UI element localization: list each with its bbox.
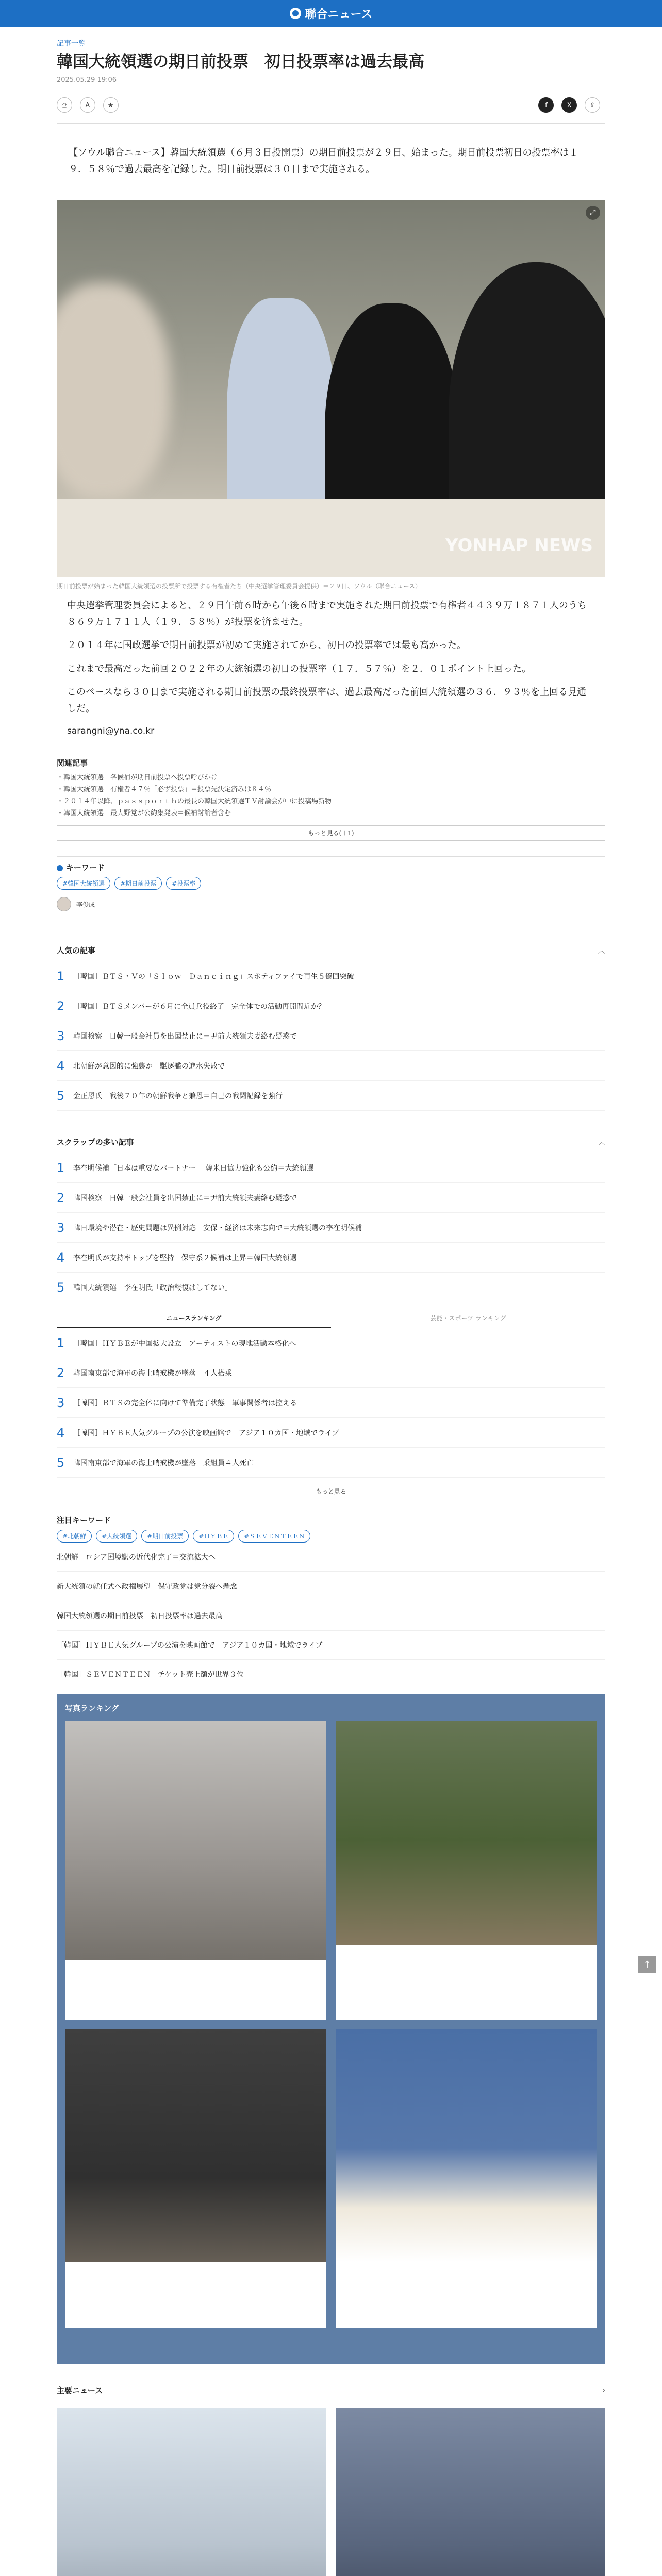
keyword-heading: [57, 862, 605, 873]
item-text: 韓日環境や潜在・歴史問題は異例対応 安保・経済は未来志向で＝大統領選の李在明候補: [73, 1224, 362, 1232]
list-item[interactable]: 5 韓国大統領選 李在明氏「政治報復はしてない」: [57, 1273, 605, 1302]
photo-ranking: [57, 1694, 605, 2364]
paragraph: 中央選挙管理委員会によると、２９日午前６時から午後６時まで実施された期日前投票で有権者４４３９万１８７１人のうち８６９万１７１１人（１９．５８％）が投票を済ませた。: [67, 600, 587, 628]
keyword-heading-text: キーワード: [66, 863, 105, 873]
popular-box: [57, 940, 605, 1111]
chevron-up-icon[interactable]: ︿: [598, 946, 605, 955]
related-heading: 関連記事: [57, 758, 88, 768]
photo-watermark: YONHAP NEWS: [445, 535, 593, 556]
list-item[interactable]: 1 ［韓国］ＢＴＳ・Ｖの「Ｓｌｏｗ Ｄａｎｃｉｎｇ」スポティファイで再生５億回突破: [57, 961, 605, 991]
photo-tile[interactable]: [65, 2029, 326, 2328]
main-news: [57, 2380, 605, 2576]
news-card[interactable]: [336, 2408, 605, 2576]
related-more-button[interactable]: もっと見る(＋1): [57, 825, 605, 841]
logo-text: 聯合ニュース: [305, 8, 373, 21]
main-photo[interactable]: [57, 200, 605, 577]
item-text: 金正恩氏 戦後７０年の朝鮮戦争と兼恩＝自己の戦闘記録を強行: [73, 1092, 283, 1100]
ranking-tabs: [57, 1310, 605, 1328]
paragraph: このペースなら３０日まで実施される期日前投票の最終投票率は、過去最高だった前回大統領選の３６．９３％を上回る見通しだ。: [67, 687, 587, 714]
scroll-top-button[interactable]: ↑: [638, 1956, 656, 1973]
top-bar: [0, 0, 662, 27]
article-date: 2025.05.29 19:06: [57, 76, 117, 84]
scrap-box: [57, 1131, 605, 1499]
chevron-right-icon[interactable]: ›: [602, 2386, 605, 2395]
tab-entertainment-ranking[interactable]: 芸能・スポーツ ランキング: [430, 1315, 506, 1323]
list-item[interactable]: 2 韓国南東部で海軍の海上哨戒機が墜落 ４人搭乗: [57, 1358, 605, 1388]
trending-tag[interactable]: #期日前投票: [141, 1530, 189, 1543]
reporter-email: sarangni@yna.co.kr: [67, 726, 155, 737]
scrap-heading: スクラップの多い記事: [57, 1138, 134, 1147]
site-logo[interactable]: [290, 6, 373, 22]
font-size-icon[interactable]: A: [80, 97, 95, 113]
trending-tag[interactable]: #ＳＥＶＥＮＴＥＥＮ: [238, 1530, 310, 1543]
x-icon[interactable]: X: [561, 97, 577, 113]
item-text: 韓国検察 日韓一般会社員を出国禁止に＝尹前大統領夫妻絡む疑惑で: [73, 1032, 297, 1041]
related-link[interactable]: ・韓国大統領選 最大野党が公約集発表＝候補討論者含む: [57, 809, 231, 817]
paragraph: ２０１４年に国政選挙で期日前投票が初めて実施されてから、初日の投票率では最も高かった。: [67, 640, 466, 651]
list-item[interactable]: 5 金正恩氏 戦後７０年の朝鮮戦争と兼恩＝自己の戦闘記録を強行: [57, 1081, 605, 1111]
item-text: 韓国南東部で海軍の海上哨戒機が墜落 乗組員４人死亡: [73, 1459, 254, 1467]
page-title: 韓国大統領選の期日前投票 初日投票率は過去最高: [57, 53, 424, 71]
photo-tile[interactable]: [336, 2029, 597, 2328]
list-item[interactable]: 4 李在明氏が支持率トップを堅持 保守系２候補は上昇＝韓国大統領選: [57, 1243, 605, 1273]
item-text: ［韓国］ＨＹＢＥ人気グループの公演を映画館で アジア１０カ国・地域でライブ: [73, 1429, 339, 1437]
ranking-more-button[interactable]: もっと見る: [57, 1484, 605, 1499]
item-text: 北朝鮮が意図的に強襲か 駆逐艦の進水失敗で: [73, 1062, 225, 1071]
keyword-tag[interactable]: #韓国大統領選: [57, 877, 110, 890]
list-item[interactable]: 2 韓国検察 日韓一般会社員を出国禁止に＝尹前大統領夫妻絡む疑惑で: [57, 1183, 605, 1213]
trending-box: [57, 1515, 605, 1689]
photo-caption: 韓国で「悠悠ラーメン」発売: [340, 2316, 427, 2324]
item-text: 韓国検察 日韓一般会社員を出国禁止に＝尹前大統領夫妻絡む疑惑で: [73, 1194, 297, 1202]
item-text: ［韓国］ＨＹＢＥが中国拡大設立 アーティストの現地活動本格化へ: [73, 1339, 296, 1348]
paragraph: これまで最高だった前回２０２２年の大統領選の初日の投票率（１７．５７％）を２．０１ポイント上回った。: [67, 663, 531, 674]
reporter-name: 李俊成: [76, 901, 95, 908]
related-link[interactable]: ・韓国大統領選 各候補が期日前投票へ投票呼びかけ: [57, 774, 218, 782]
list-item[interactable]: 5 韓国南東部で海軍の海上哨戒機が墜落 乗組員４人死亡: [57, 1448, 605, 1478]
list-item[interactable]: 2 ［韓国］ＢＴＳメンバーが６月に全員兵役終了 完全体での活動再開間近か？: [57, 991, 605, 1021]
print-icon[interactable]: ⎙: [57, 97, 72, 113]
zoom-icon[interactable]: ⤢: [586, 206, 600, 220]
share-icon[interactable]: ⇪: [585, 97, 600, 113]
photo-tile[interactable]: [65, 1721, 326, 2020]
tab-news-ranking[interactable]: ニュースランキング: [57, 1310, 331, 1328]
list-item[interactable]: 1 李在明候補「日本は重要なパートナー」 韓米日協力強化も公約＝大統領選: [57, 1153, 605, 1183]
related-link[interactable]: ・２０１４年以降、ｐａｓｓｐｏｒｔｈの最長の韓国大統領選ＴＶ討論会が中に投稿場新物: [57, 797, 332, 805]
news-card[interactable]: [57, 2408, 326, 2576]
list-item[interactable]: ［韓国］ＨＹＢＥ人気グループの公演を映画館で アジア１０カ国・地域でライブ: [57, 1631, 605, 1660]
item-text: 李在明候補「日本は重要なパートナー」 韓米日協力強化も公約＝大統領選: [73, 1164, 314, 1173]
list-item[interactable]: 4 ［韓国］ＨＹＢＥ人気グループの公演を映画館で アジア１０カ国・地域でライブ: [57, 1418, 605, 1448]
photo-ranking-heading: 写真ランキング: [65, 1704, 119, 1714]
photo-caption: 期日前投票が始まった韓国大統領選の投票所で投票する有権者たち（中央選挙管理委員会提供）＝２９日、ソウル（聯合ニュース）: [57, 583, 422, 590]
news-image: [336, 2408, 605, 2576]
list-item[interactable]: 韓国大統領選の期日前投票 初日投票率は過去最高: [57, 1601, 605, 1631]
breadcrumb[interactable]: 記事一覧: [57, 40, 86, 48]
facebook-icon[interactable]: f: [538, 97, 554, 113]
article-wrap: [0, 38, 662, 2576]
item-text: ［韓国］ＢＴＳメンバーが６月に全員兵役終了 完全体での活動再開間近か？: [73, 1002, 326, 1011]
item-text: 韓国南東部で海軍の海上哨戒機が墜落 ４人搭乗: [73, 1369, 232, 1378]
photo-caption: 海軍哨戒機が墜落現場周辺: [340, 2008, 421, 2016]
keyword-section: [57, 856, 605, 919]
list-item[interactable]: 4 北朝鮮が意図的に強襲か 駆逐艦の進水失敗で: [57, 1051, 605, 1081]
chevron-up-icon[interactable]: ︿: [598, 1138, 605, 1147]
list-item[interactable]: 北朝鮮 ロシア国境駅の近代化完了＝交流拡大へ: [57, 1543, 605, 1572]
item-text: ［韓国］ＢＴＳの完全体に向けて準備完了状態 軍事関係者は控える: [73, 1399, 297, 1408]
photo-caption: ソウルで工場棟のビルで火災: [69, 2008, 156, 2016]
share-row: [57, 97, 605, 124]
article-body: [57, 598, 605, 717]
related-section: [57, 752, 605, 841]
list-item[interactable]: ［韓国］ＳＥＶＥＮＴＥＥＮ チケット売上額が世界３位: [57, 1660, 605, 1689]
keyword-icon: [57, 865, 63, 871]
photo-tile[interactable]: [336, 1721, 597, 2020]
list-item[interactable]: 3 ［韓国］ＢＴＳの完全体に向けて準備完了状態 軍事関係者は控える: [57, 1388, 605, 1418]
item-text: 李在明氏が支持率トップを堅持 保守系２候補は上昇＝韓国大統領選: [73, 1253, 297, 1262]
list-item[interactable]: 3 韓日環境や潜在・歴史問題は異例対応 安保・経済は未来志向で＝大統領選の李在明候補: [57, 1213, 605, 1243]
scrap-icon[interactable]: ★: [103, 97, 119, 113]
reporter[interactable]: [57, 897, 605, 919]
main-news-heading: 主要ニュース: [57, 2386, 103, 2396]
keyword-tag[interactable]: #投票率: [166, 877, 201, 890]
trending-tag[interactable]: #ＨＹＢＥ: [193, 1530, 234, 1543]
list-item[interactable]: 3 韓国検察 日韓一般会社員を出国禁止に＝尹前大統領夫妻絡む疑惑で: [57, 1021, 605, 1051]
logo-icon: [290, 8, 301, 19]
article-lede: 【ソウル聯合ニュース】韓国大統領選（６月３日投開票）の期日前投票が２９日、始まった。期日前投票初日の投票率は１９．５８％で過去最高を記録した。期日前投票は３０日まで実施される。: [57, 135, 605, 187]
photo-caption: 海軍哨戒機の墜落現場: [69, 2316, 137, 2324]
trending-tag[interactable]: #大統領選: [96, 1530, 137, 1543]
list-item[interactable]: 新大統領の就任式へ政権展望 保守政党は党分裂へ懸念: [57, 1572, 605, 1601]
avatar: [57, 897, 71, 911]
related-link[interactable]: ・韓国大統領選 有権者４７％「必ず投票」＝投票先決定済みは８４％: [57, 786, 272, 794]
item-text: 韓国大統領選 李在明氏「政治報復はしてない」: [73, 1283, 232, 1292]
keyword-tag[interactable]: #期日前投票: [114, 877, 162, 890]
trending-tag[interactable]: #北朝鮮: [57, 1530, 92, 1543]
trending-heading: 注目キーワード: [57, 1516, 111, 1526]
news-image: [57, 2408, 326, 2576]
popular-heading: 人気の記事: [57, 946, 96, 956]
item-text: ［韓国］ＢＴＳ・Ｖの「Ｓｌｏｗ Ｄａｎｃｉｎｇ」スポティファイで再生５億回突破: [73, 972, 354, 981]
list-item[interactable]: 1 ［韓国］ＨＹＢＥが中国拡大設立 アーティストの現地活動本格化へ: [57, 1328, 605, 1358]
